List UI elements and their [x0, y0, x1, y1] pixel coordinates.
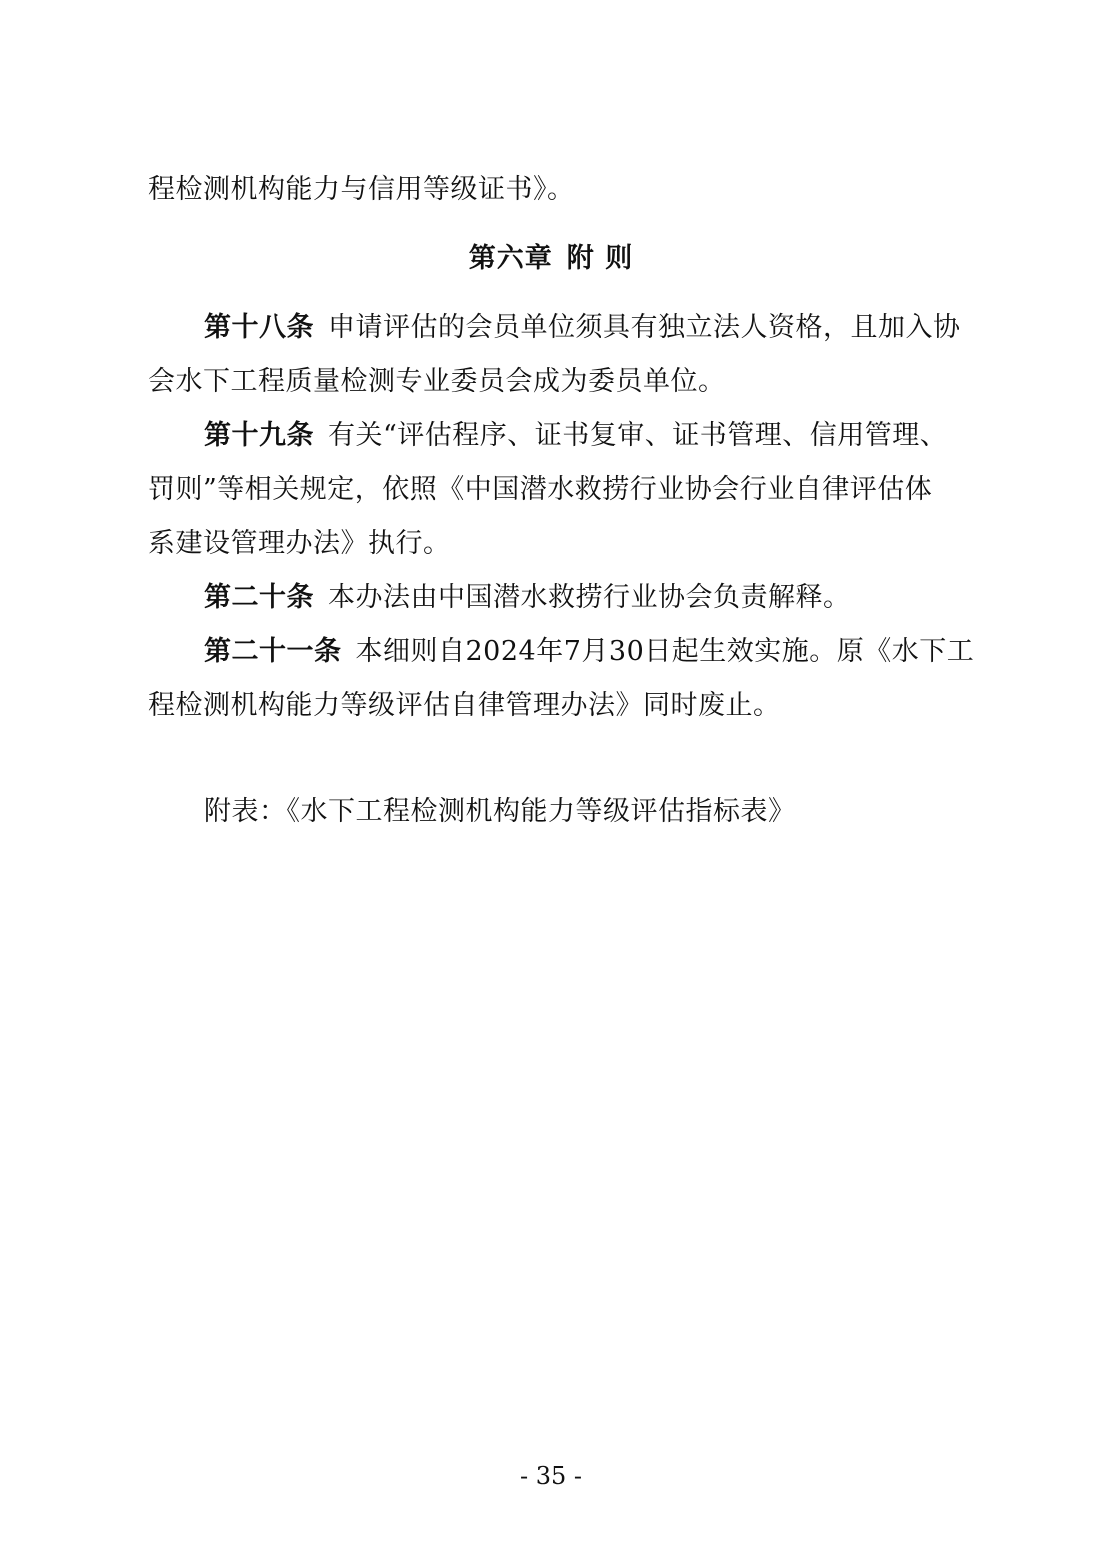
article-text: 会水下工程质量检测专业委员会成为委员单位。 [148, 366, 726, 397]
article-label: 第二十一条 [204, 636, 342, 667]
text-line: 程检测机构能力与信用等级证书》。 [148, 174, 575, 205]
chapter-title: 第六章 [468, 243, 553, 274]
article-21-line-1 [204, 634, 974, 670]
article-label: 第十八条 [204, 312, 314, 343]
article-20-line-1 [204, 580, 851, 616]
article-text: 本办法由中国潜水救捞行业协会负责解释。 [328, 582, 851, 613]
article-text: 系建设管理办法》执行。 [148, 528, 451, 559]
article-19-line-2 [148, 472, 932, 508]
chapter-subtitle: 附 则 [566, 243, 634, 274]
article-text: 申请评估的会员单位须具有独立法人资格，且加入协 [328, 312, 961, 343]
article-label: 第十九条 [204, 420, 314, 451]
article-18-line-1 [204, 310, 961, 346]
chapter-heading [0, 241, 1102, 277]
article-label: 第二十条 [204, 582, 314, 613]
article-19-line-3 [148, 526, 451, 562]
attachment-line [204, 794, 796, 830]
article-18-line-2 [148, 364, 726, 400]
article-text: 程检测机构能力等级评估自律管理办法》同时废止。 [148, 690, 781, 721]
attachment-text: 附表：《水下工程检测机构能力等级评估指标表》 [204, 796, 796, 827]
article-21-line-2 [148, 688, 781, 724]
article-text: 罚则”等相关规定，依照《中国潜水救捞行业协会行业自律评估体 [148, 474, 933, 505]
article-text: 本细则自2024年7月30日起生效实施。原《水下工 [355, 636, 975, 667]
page-number: - 35 - [519, 1462, 582, 1490]
article-19-line-1 [204, 418, 947, 454]
article-text: 有关“评估程序、证书复审、证书管理、信用管理、 [328, 420, 948, 451]
continued-text-line [148, 172, 575, 208]
